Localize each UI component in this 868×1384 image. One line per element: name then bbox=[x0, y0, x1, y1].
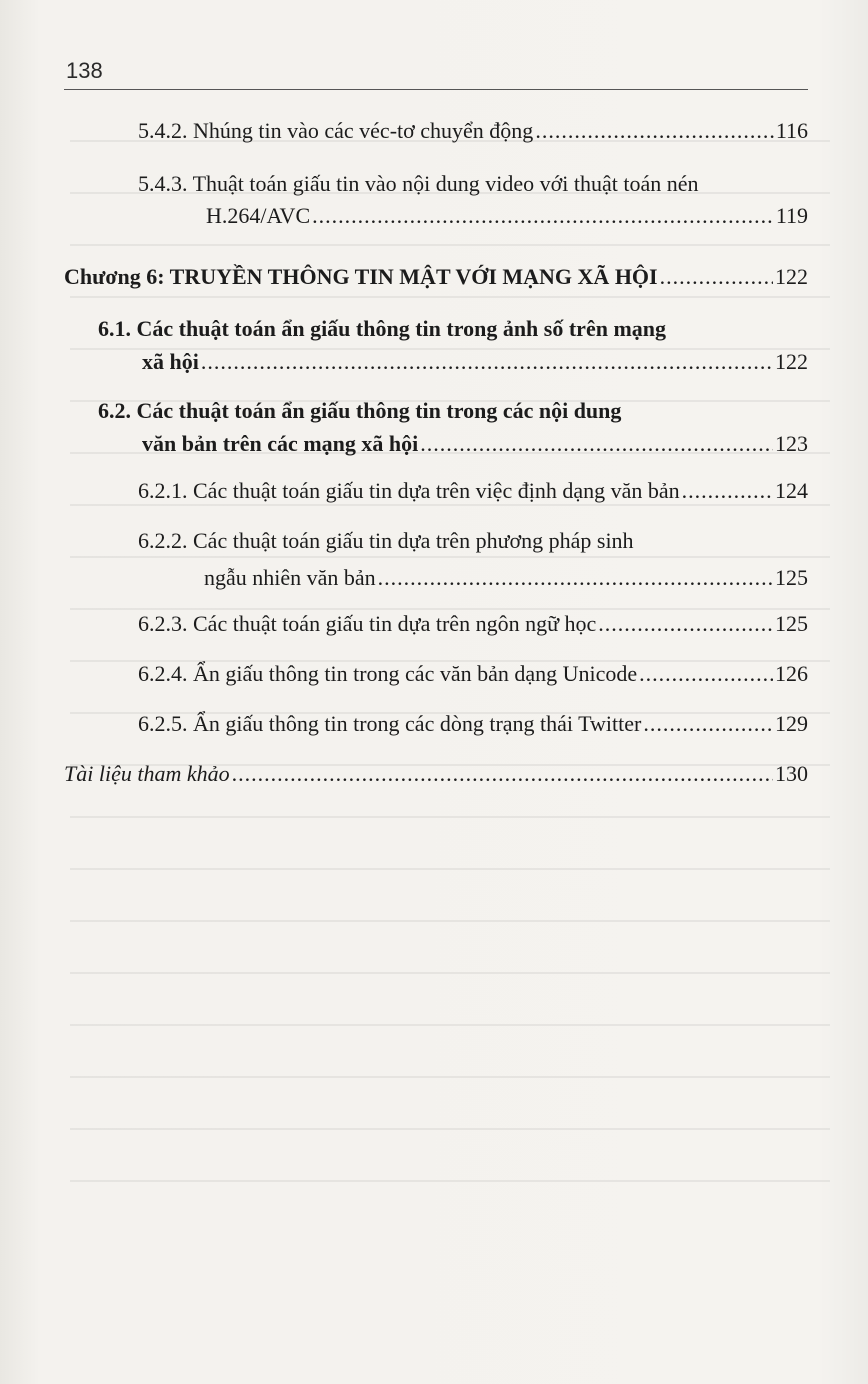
dot-leader bbox=[312, 203, 774, 229]
toc-entry-6-2-4[interactable] bbox=[138, 661, 808, 687]
toc-entry-5-4-2[interactable] bbox=[138, 118, 808, 144]
toc-entry-6-1-line1[interactable]: 6.1. Các thuật toán ẩn giấu thông tin trong ảnh số trên mạng bbox=[98, 316, 667, 341]
toc-entry-page: 122 bbox=[775, 349, 808, 374]
toc-entry-title: 6.2.4. Ẩn giấu thông tin trong các văn bản dạng Unicode bbox=[138, 661, 638, 686]
toc-entry-6-2-1[interactable] bbox=[138, 478, 808, 504]
toc-entry-page: 123 bbox=[775, 431, 808, 456]
toc-entry-page: 125 bbox=[775, 565, 808, 590]
dot-leader bbox=[598, 611, 773, 637]
toc-entry-page: 124 bbox=[775, 478, 808, 503]
dot-leader bbox=[232, 761, 773, 787]
toc-entry-5-4-3-line1[interactable]: 5.4.3. Thuật toán giấu tin vào nội dung video với thuật toán nén bbox=[138, 171, 699, 196]
toc-entry-6-2-5[interactable] bbox=[138, 711, 808, 737]
toc-entry-page: 130 bbox=[775, 761, 808, 786]
dot-leader bbox=[682, 478, 773, 504]
toc-entry-6-2[interactable] bbox=[142, 431, 808, 457]
header-rule bbox=[64, 89, 808, 90]
toc-references[interactable] bbox=[64, 761, 808, 787]
toc-entry-page: 126 bbox=[775, 661, 808, 686]
toc-chapter-6[interactable] bbox=[64, 264, 808, 290]
toc-entry-6-2-line1[interactable]: 6.2. Các thuật toán ẩn giấu thông tin trong các nội dung bbox=[98, 398, 622, 423]
toc-entry-page: 119 bbox=[775, 203, 808, 228]
dot-leader bbox=[639, 661, 773, 687]
toc-entry-title: H.264/AVC bbox=[206, 203, 311, 228]
toc-chapter-title: Chương 6: TRUYỀN THÔNG TIN MẬT VỚI MẠNG XÃ HỘI bbox=[64, 264, 658, 289]
toc-entry-6-2-2-line1[interactable]: 6.2.2. Các thuật toán giấu tin dựa trên phương pháp sinh bbox=[138, 528, 634, 553]
toc-entry-page: 122 bbox=[775, 264, 808, 289]
toc-entry-6-1[interactable] bbox=[142, 349, 808, 375]
toc-entry-title: 6.2.1. Các thuật toán giấu tin dựa trên việc định dạng văn bản bbox=[138, 478, 680, 503]
page-number: 138 bbox=[66, 58, 103, 83]
dot-leader bbox=[378, 565, 773, 591]
toc-entry-title: 6.2.5. Ẩn giấu thông tin trong các dòng trạng thái Twitter bbox=[138, 711, 642, 736]
toc-entry-title: 6.2.3. Các thuật toán giấu tin dựa trên ngôn ngữ học bbox=[138, 611, 597, 636]
toc-entry-page: 125 bbox=[775, 611, 808, 636]
toc-entry-title: 5.4.2. Nhúng tin vào các véc-tơ chuyển động bbox=[138, 118, 534, 143]
toc-entry-page: 129 bbox=[775, 711, 808, 736]
toc-entry-title: Tài liệu tham khảo bbox=[64, 761, 230, 786]
toc-entry-title: văn bản trên các mạng xã hội bbox=[142, 431, 419, 456]
dot-leader bbox=[660, 264, 773, 290]
dot-leader bbox=[420, 431, 773, 457]
toc-entry-title: xã hội bbox=[142, 349, 199, 374]
toc-entry-5-4-3[interactable] bbox=[206, 203, 808, 229]
toc-entry-page: 116 bbox=[775, 118, 808, 143]
toc-entry-title: ngẫu nhiên văn bản bbox=[204, 565, 376, 590]
dot-leader bbox=[201, 349, 773, 375]
toc-entry-6-2-2[interactable] bbox=[204, 565, 808, 591]
dot-leader bbox=[643, 711, 773, 737]
toc-entry-6-2-3[interactable] bbox=[138, 611, 808, 637]
dot-leader bbox=[535, 118, 774, 144]
